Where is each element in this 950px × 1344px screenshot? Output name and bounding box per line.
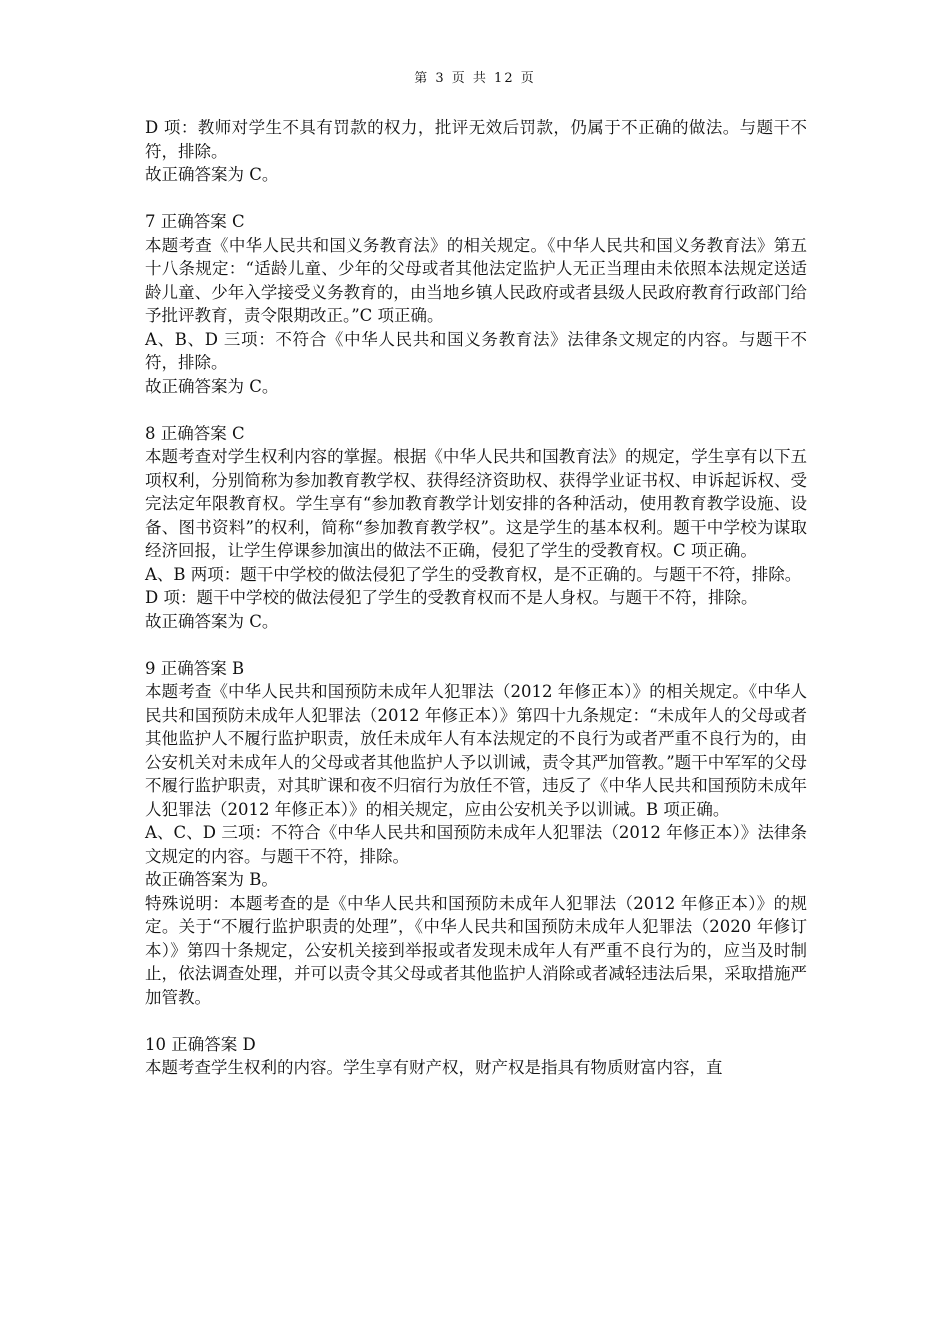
paragraph: D 项：教师对学生不具有罚款的权力，批评无效后罚款，仍属于不正确的做法。与题干不符，排除。 xyxy=(145,118,807,161)
answer-heading: 9 正确答案 B xyxy=(145,658,245,678)
paragraph: A、C、D 三项：不符合《中华人民共和国预防未成年人犯罪法（2012 年修正本）》法律条文规定的内容。与题干不符，排除。 xyxy=(145,823,807,866)
page-number-header: 第 3 页 共 12 页 xyxy=(414,71,536,86)
paragraph: 本题考查对学生权利内容的掌握。根据《中华人民共和国教育法》的规定，学生享有以下五项权利，分别简称为参加教育教学权、获得经济资助权、获得学业证书权、申诉起诉权、受完法定年限教育权。学生享有“参加教育教学计划安排的各种活动，使用教育教学设施、设备、图书资料”的权利，简称“参加教育教学权”。这是学生的基本权利。题干中学校为谋取经济回报，让学生停课参加演出的做法不正确，侵犯了学生的受教育权。C 项正确。 xyxy=(145,447,807,560)
answer-heading: 7 正确答案 C xyxy=(145,212,245,231)
paragraph: D 项：题干中学校的做法侵犯了学生的受教育权而不是人身权。与题干不符，排除。 xyxy=(145,588,758,607)
answer-section-6-continued xyxy=(145,116,807,187)
answer-section-7 xyxy=(145,210,807,398)
answer-section-8 xyxy=(145,422,807,634)
answer-section-9 xyxy=(145,657,807,1010)
paragraph: 特殊说明：本题考查的是《中华人民共和国预防未成年人犯罪法（2012 年修正本）》的规定。关于“不履行监护职责的处理”，《中华人民共和国预防未成年人犯罪法（2020 年修订本）》第四十条规定，公安机关接到举报或者发现未成年人有严重不良行为的，应当及时制止，依法调查处理，并可以责令其父母或者其他监护人消除或者减轻违法后果，采取措施严加管教。 xyxy=(145,893,807,1007)
paragraph: A、B 两项：题干中学校的做法侵犯了学生的受教育权，是不正确的。与题干不符，排除。 xyxy=(145,564,802,584)
answer-heading: 10 正确答案 D xyxy=(145,1034,256,1054)
paragraph: 故正确答案为 C。 xyxy=(145,376,279,396)
paragraph: 本题考查《中华人民共和国预防未成年人犯罪法（2012 年修正本）》的相关规定。《中华人民共和国预防未成年人犯罪法（2012 年修正本）》第四十九条规定：“未成年人的父母或者其他监护人不履行监护职责，放任未成年人有本法规定的不良行为或者严重不良行为的，由公安机关对未成年人的父母或者其他监护人予以训诫，责令其严加管教。”题干中军军的父母不履行监护职责，对其旷课和夜不归宿行为放任不管，违反了《中华人民共和国预防未成年人犯罪法（2012 年修正本）》的相关规定，应由公安机关予以训诫。B 项正确。 xyxy=(145,682,807,819)
paragraph: 故正确答案为 B。 xyxy=(145,870,278,889)
document-body xyxy=(145,116,807,1103)
paragraph: A、B、D 三项：不符合《中华人民共和国义务教育法》法律条文规定的内容。与题干不符，排除。 xyxy=(145,329,807,372)
paragraph: 本题考查学生权利的内容。学生享有财产权，财产权是指具有物质财富内容，直 xyxy=(145,1058,723,1077)
answer-heading: 8 正确答案 C xyxy=(145,423,245,443)
answer-section-10 xyxy=(145,1033,807,1080)
paragraph: 故正确答案为 C。 xyxy=(145,611,279,631)
paragraph: 本题考查《中华人民共和国义务教育法》的相关规定。《中华人民共和国义务教育法》第五十八条规定：“适龄儿童、少年的父母或者其他法定监护人无正当理由未依照本法规定送适龄儿童、少年入学接受义务教育的，由当地乡镇人民政府或者县级人民政府教育行政部门给予批评教育，责令限期改正。”C 项正确。 xyxy=(145,235,807,325)
paragraph: 故正确答案为 C。 xyxy=(145,165,279,184)
